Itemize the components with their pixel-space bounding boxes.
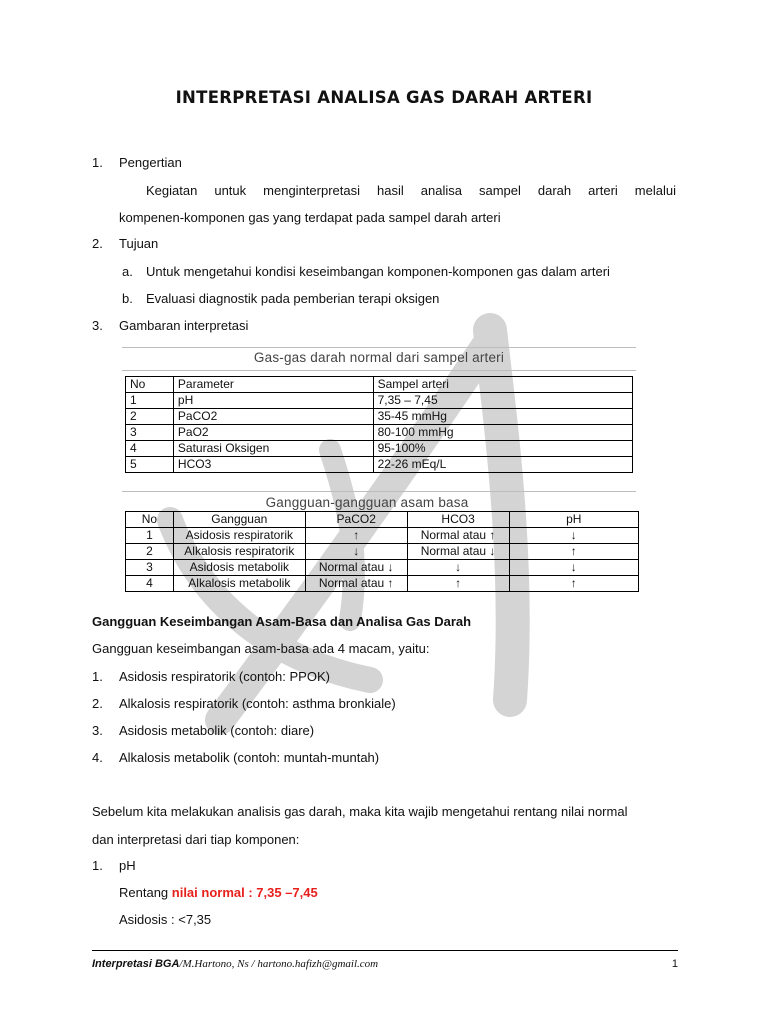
table-cell: PaO2 [173,425,373,441]
analisis-paragraph-line: dan interpretasi dari tiap komponen: [92,832,300,847]
list-item: Alkalosis respiratorik (contoh: asthma bronkiale) [119,696,396,711]
table-cell: ↑ [305,528,407,544]
header-cell: HCO3 [407,512,509,528]
list-number: 1. [92,858,103,873]
table-cell: ↑ [509,544,638,560]
table-cell: ↓ [407,560,509,576]
list-number: 4. [92,750,103,765]
table-cell: Asidosis metabolik [173,560,305,576]
table-cell: 2 [126,544,174,560]
table-row [126,528,639,544]
section-number: 1. [92,155,103,170]
table-cell: 3 [126,425,174,441]
table-cell: 35-45 mmHg [373,409,632,425]
section-number: 2. [92,236,103,251]
table-cell: 1 [126,528,174,544]
table-cell: 5 [126,457,174,473]
table-row [126,544,639,560]
header-cell: pH [509,512,638,528]
section-heading-tujuan: Tujuan [119,236,159,251]
table-rule [122,370,636,371]
table-cell: 3 [126,560,174,576]
footer-divider [92,950,678,951]
table-cell: 4 [126,576,174,592]
header-cell: PaCO2 [305,512,407,528]
table-row [126,425,633,441]
pengertian-paragraph-line: Kegiatan untuk menginterpretasi hasil analisa sampel darah arteri melalui [146,183,676,198]
table-cell: Normal atau ↑ [407,528,509,544]
gangguan-intro: Gangguan keseimbangan asam-basa ada 4 macam, yaitu: [92,641,430,656]
ph-range-line [119,885,318,901]
table-cell: ↑ [407,576,509,592]
ph-heading: pH [119,858,136,873]
list-letter: b. [122,291,133,306]
page-title: INTERPRETASI ANALISA GAS DARAH ARTERI [175,88,593,107]
table-row [126,560,639,576]
table1-caption: Gas-gas darah normal dari sampel arteri [253,350,505,365]
acid-base-disorders-table [125,511,639,592]
ph-normal-range: nilai normal : 7,35 –7,45 [171,885,318,900]
header-cell: Parameter [173,377,373,393]
table2-caption: Gangguan-gangguan asam basa [265,495,469,510]
table-rule [122,491,636,492]
table-cell: 22-26 mEq/L [373,457,632,473]
header-cell: No [126,377,174,393]
header-cell: No [126,512,174,528]
list-item: Asidosis metabolik (contoh: diare) [119,723,315,738]
table-cell: Asidosis respiratorik [173,528,305,544]
gangguan-heading: Gangguan Keseimbangan Asam-Basa dan Analisa Gas Darah [92,614,472,629]
list-item: Alkalosis metabolik (contoh: muntah-muntah) [119,750,380,765]
section-number: 3. [92,318,103,333]
table-cell: Normal atau ↓ [407,544,509,560]
table-cell: PaCO2 [173,409,373,425]
table-cell: Normal atau ↑ [305,576,407,592]
table-cell: Alkalosis metabolik [173,576,305,592]
list-letter: a. [122,264,133,279]
table-cell: 1 [126,393,174,409]
list-item: Asidosis respiratorik (contoh: PPOK) [119,669,330,684]
footer-doc-title: Interpretasi BGA [92,958,180,970]
list-number: 1. [92,669,103,684]
normal-values-table [125,376,633,473]
footer-author: /M.Hartono, Ns / hartono.hafizh@gmail.com [179,958,379,970]
table-row [126,441,633,457]
ph-asidosis: Asidosis : <7,35 [119,912,212,927]
list-item: Evaluasi diagnostik pada pemberian terapi oksigen [146,291,440,306]
table-cell: 80-100 mmHg [373,425,632,441]
table-header-row [126,377,633,393]
table-cell: ↓ [509,528,638,544]
header-cell: Sampel arteri [373,377,632,393]
header-cell: Gangguan [173,512,305,528]
list-item: Untuk mengetahui kondisi keseimbangan komponen-komponen gas dalam arteri [146,264,610,279]
table-row [126,393,633,409]
table-cell: 2 [126,409,174,425]
table-cell: pH [173,393,373,409]
table-cell: 7,35 – 7,45 [373,393,632,409]
ph-range-prefix: Rentang [119,885,172,900]
table-cell: Normal atau ↓ [305,560,407,576]
table-row [126,409,633,425]
table-cell: HCO3 [173,457,373,473]
table-rule [122,347,636,348]
table-cell: Alkalosis respiratorik [173,544,305,560]
analisis-paragraph-line: Sebelum kita melakukan analisis gas darah, maka kita wajib mengetahui rentang nilai normal [92,804,628,819]
pengertian-paragraph-line: kompenen-komponen gas yang terdapat pada sampel darah arteri [119,210,501,225]
table-cell: ↑ [509,576,638,592]
table-header-row [126,512,639,528]
table-cell: ↓ [305,544,407,560]
page-number: 1 [671,958,678,970]
section-heading-gambaran: Gambaran interpretasi [119,318,249,333]
table-cell: 95-100% [373,441,632,457]
table-cell: Saturasi Oksigen [173,441,373,457]
table-cell: ↓ [509,560,638,576]
table-row [126,457,633,473]
footer-credit [92,958,378,970]
table-row [126,576,639,592]
section-heading-pengertian: Pengertian [119,155,182,170]
table-cell: 4 [126,441,174,457]
list-number: 2. [92,696,103,711]
list-number: 3. [92,723,103,738]
